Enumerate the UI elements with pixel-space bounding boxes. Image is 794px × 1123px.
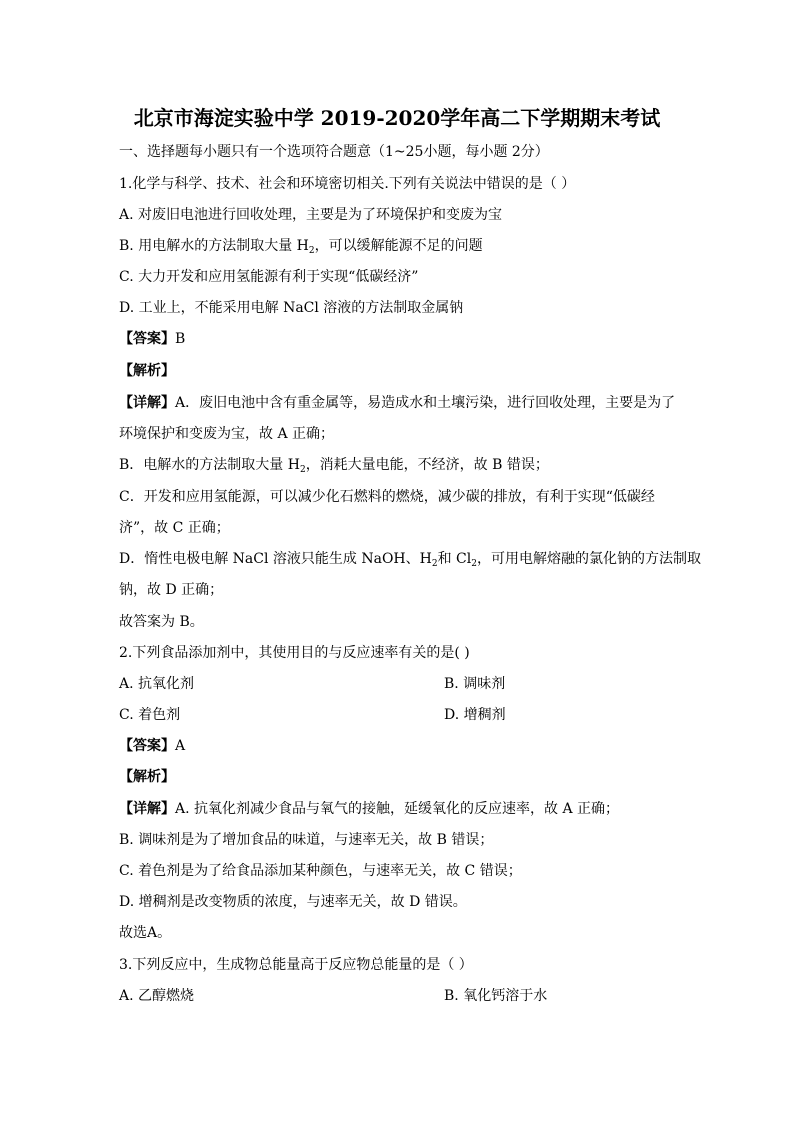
q2-option-c: C. 着色剂 bbox=[119, 707, 181, 723]
q1-detail-c-cont: 济”，故 C 正确； bbox=[119, 520, 230, 536]
q1-detail-a-cont: 环境保护和变废为宝，故 A 正确； bbox=[119, 426, 335, 442]
q3-option-b: B. 氧化钙溶于水 bbox=[444, 988, 548, 1004]
q1-option-c: C. 大力开发和应用氢能源有利于实现“低碳经济” bbox=[119, 269, 419, 285]
q2-detail-d: D. 增稠剂是改变物质的浓度，与速率无关，故 D 错误。 bbox=[119, 894, 467, 910]
document-title: 北京市海淀实验中学 2019-2020学年高二下学期期末考试 bbox=[133, 106, 661, 130]
q2-answer: 【答案】A bbox=[119, 738, 186, 754]
q2-conclusion: 故选A。 bbox=[119, 925, 172, 941]
q1-option-a: A. 对废旧电池进行回收处理，主要是为了环境保护和变废为宝 bbox=[119, 207, 503, 223]
q2-detail-c: C. 着色剂是为了给食品添加某种颜色，与速率无关，故 C 错误； bbox=[119, 863, 522, 879]
q1-detail-b: B．电解水的方法制取大量 $H_2$，消耗大量电能，不经济，故 B 错误； bbox=[119, 457, 549, 475]
q2-option-a: A. 抗氧化剂 bbox=[119, 676, 195, 692]
q1-option-d: D. 工业上，不能采用电解 NaCl 溶液的方法制取金属钠 bbox=[119, 300, 464, 316]
q2-detail-b: B. 调味剂是为了增加食品的味道，与速率无关，故 B 错误； bbox=[119, 832, 494, 848]
q2-analysis-label: 【解析】 bbox=[119, 769, 175, 785]
q1-option-b: B. 用电解水的方法制取大量 $H_2$，可以缓解能源不足的问题 bbox=[119, 238, 483, 256]
q3-option-a: A. 乙醇燃烧 bbox=[119, 988, 195, 1004]
q1-detail-d-cont: 钠，故 D 正确； bbox=[119, 582, 224, 598]
q1-answer: 【答案】B bbox=[119, 331, 186, 347]
q1-detail-a: 【详解】A．废旧电池中含有重金属等，易造成水和土壤污染，进行回收处理，主要是为了 bbox=[119, 395, 676, 411]
q2-option-b: B. 调味剂 bbox=[444, 676, 506, 692]
q1-detail-d: D．惰性电极电解 NaCl 溶液只能生成 NaOH、$H_2$和 $Cl_2$，可用电解熔融的氯化钠的方法制取 bbox=[119, 551, 701, 569]
q1-conclusion: 故答案为 B。 bbox=[119, 614, 204, 630]
q2-detail-a: 【详解】A. 抗氧化剂减少食品与氧气的接触，延缓氧化的反应速率，故 A 正确； bbox=[119, 801, 620, 817]
q2-stem: 2.下列食品添加剂中，其使用目的与反应速率有关的是( ) bbox=[119, 645, 470, 661]
q1-stem: 1.化学与科学、技术、社会和环境密切相关.下列有关说法中错误的是（ ） bbox=[119, 176, 576, 192]
section-heading: 一、选择题每小题只有一个选项符合题意（1~25小题，每小题 2分） bbox=[119, 144, 549, 160]
q1-analysis-label: 【解析】 bbox=[119, 363, 175, 379]
q3-stem: 3.下列反应中，生成物总能量高于反应物总能量的是（ ） bbox=[119, 957, 473, 973]
q2-option-d: D. 增稠剂 bbox=[444, 707, 506, 723]
q1-detail-c: C．开发和应用氢能源，可以减少化石燃料的燃烧，减少碳的排放，有利于实现“低碳经 bbox=[119, 489, 655, 505]
